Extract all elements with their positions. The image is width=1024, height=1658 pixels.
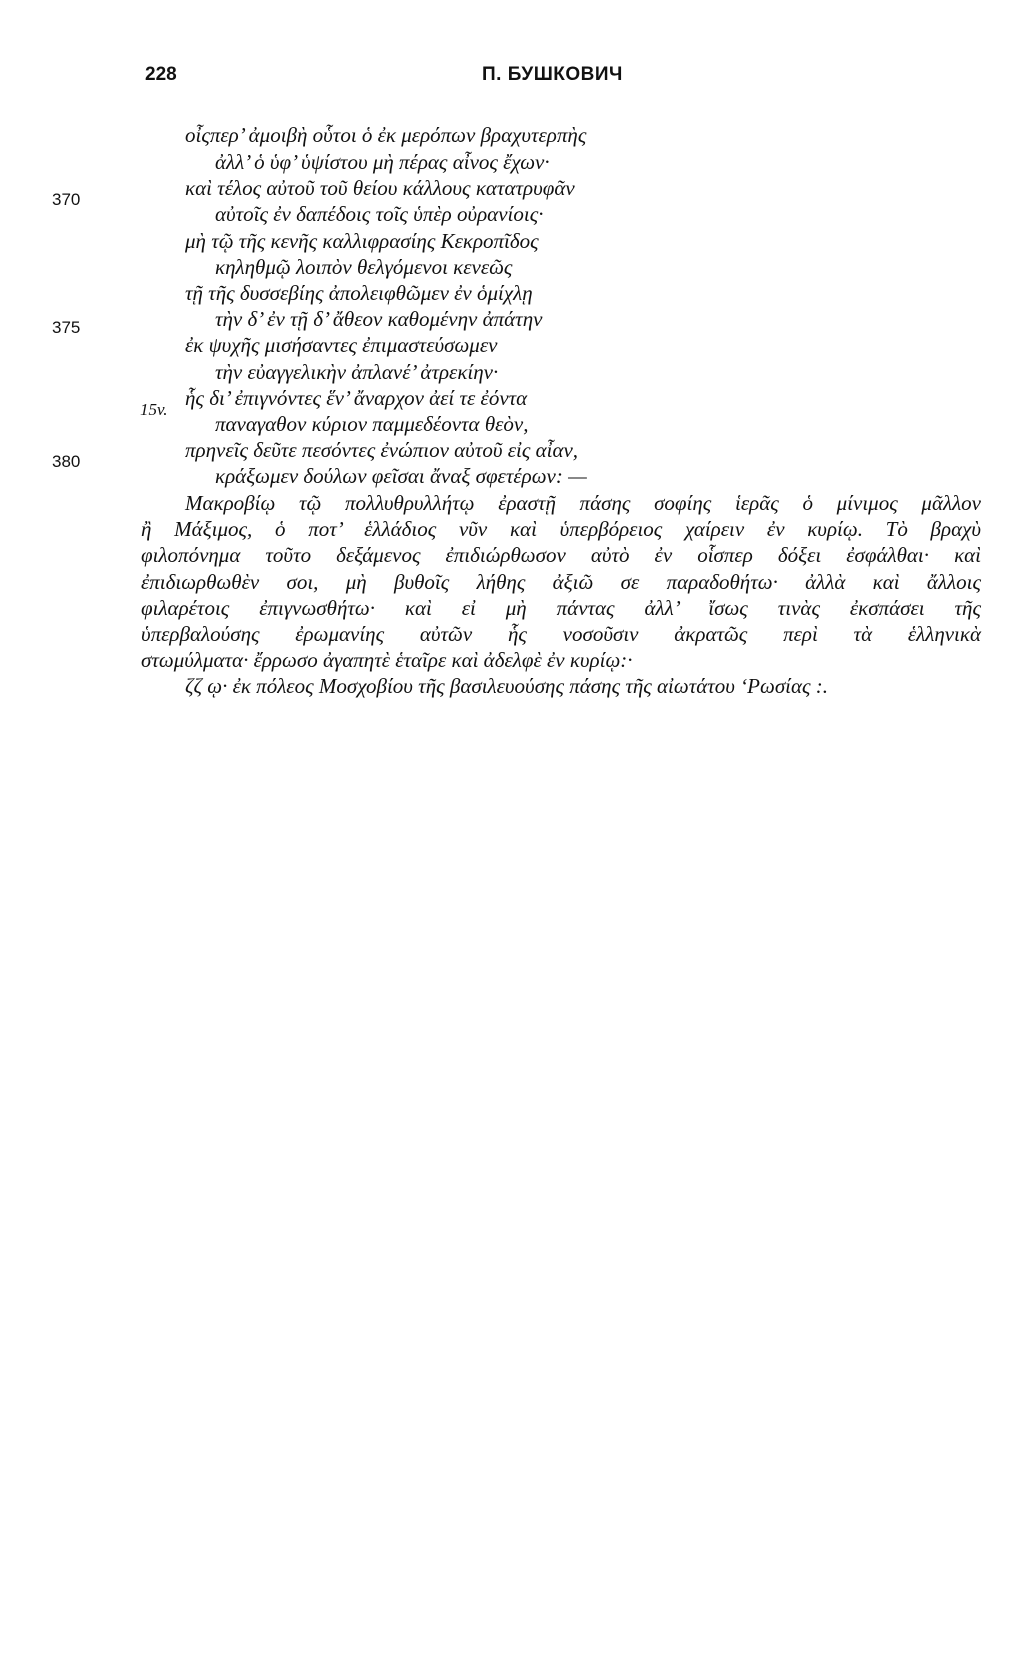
line-number-370: 370: [52, 190, 81, 209]
verse-line: ἐκ ψυχῆς μισήσαντες ἐπιμαστεύσωμεν: [185, 333, 498, 357]
page-number: 228: [145, 64, 177, 85]
verse-line: ἧς δι’ ἐπιγνόντες ἕν’ ἄναρχον ἀεί τε ἐόντα: [185, 386, 528, 410]
verse-line: πρηνεῖς δεῦτε πεσόντες ἐνώπιον αὐτοῦ εἰς αἶαν,: [185, 438, 579, 462]
prose-line: φιλοπόνημα τοῦτο δεξάμενος ἐπιδιώρθωσον αὐτὸ ἐν οἷσπερ δόξει ἐσφάλθαι· καὶ: [141, 543, 981, 567]
prose-line: ἐπιδιωρθωθὲν σοι, μὴ βυθοῖς λήθης ἀξιῶ σε παραδοθήτω· ἀλλὰ καὶ ἄλλοις: [141, 570, 981, 594]
verse-line: τὴν εὐαγγελικὴν ἀπλανέ’ ἀτρεκίην·: [215, 360, 499, 384]
verse-line: κηληθμῷ λοιπὸν θελγόμενοι κενεῶς: [215, 255, 513, 279]
prose-line: στωμύλματα· ἔρρωσο ἀγαπητὲ ἑταῖρε καὶ ἀδελφὲ ἐν κυρίῳ:·: [141, 648, 633, 672]
verse-line: κράξωμεν δούλων φεῖσαι ἄναξ σφετέρων: —: [215, 464, 587, 488]
running-head: П. БУШКОВИЧ: [482, 64, 623, 85]
page-header: [0, 64, 1024, 94]
folio-marker: 15v.: [140, 400, 168, 419]
verse-line: αὐτοῖς ἐν δαπέδοις τοῖς ὑπὲρ οὐρανίοις·: [215, 202, 544, 226]
verse-line: τῇ τῆς δυσσεβίης ἀπολειφθῶμεν ἐν ὁμίχλῃ: [185, 281, 533, 305]
prose-line: ἢ Μάξιμος, ὁ ποτ’ ἑλλάδιος νῦν καὶ ὑπερβόρειος χαίρειν ἐν κυρίῳ. Τὸ βραχὺ: [141, 517, 981, 541]
verse-line: οἶςπερ’ ἀμοιβὴ οὗτοι ὁ ἐκ μερόπων βραχυτερπὴς: [185, 123, 587, 147]
line-number-380: 380: [52, 452, 81, 471]
prose-line: ὑπερβαλούσης ἐρωμανίης αὐτῶν ἧς νοσοῦσιν ἀκρατῶς περὶ τὰ ἑλληνικὰ: [141, 622, 981, 646]
verse-line: τὴν δ’ ἐν τῇ δ’ ἄθεον καθομένην ἀπάτην: [215, 307, 543, 331]
prose-line: Μακροβίῳ τῷ πολλυθρυλλήτῳ ἐραστῇ πάσης σοφίης ἱερᾶς ὁ μίνιμος μᾶλλον: [185, 491, 981, 515]
verse-line: παναγαθον κύριον παμμεδέοντα θεὸν,: [215, 412, 529, 436]
line-number-375: 375: [52, 318, 81, 337]
verse-line: ἀλλ’ ὁ ὑφ’ ὑψίστου μὴ πέρας αἶνος ἔχων·: [215, 150, 550, 174]
prose-line: φιλαρέτοις ἐπιγνωσθήτω· καὶ εἰ μὴ πάντας ἀλλ’ ἴσως τινὰς ἐκσπάσει τῆς: [141, 596, 981, 620]
verse-line: καὶ τέλος αὐτοῦ τοῦ θείου κάλλους κατατρυφᾶν: [185, 176, 575, 200]
prose-colophon: ζζ ῳ· ἐκ πόλεος Μοσχοβίου τῆς βασιλευούσης πάσης τῆς αἰωτάτου ‘Ρωσίας :.: [185, 674, 829, 698]
verse-line: μὴ τῷ τῆς κενῆς καλλιφρασίης Κεκροπῖδος: [185, 229, 539, 253]
